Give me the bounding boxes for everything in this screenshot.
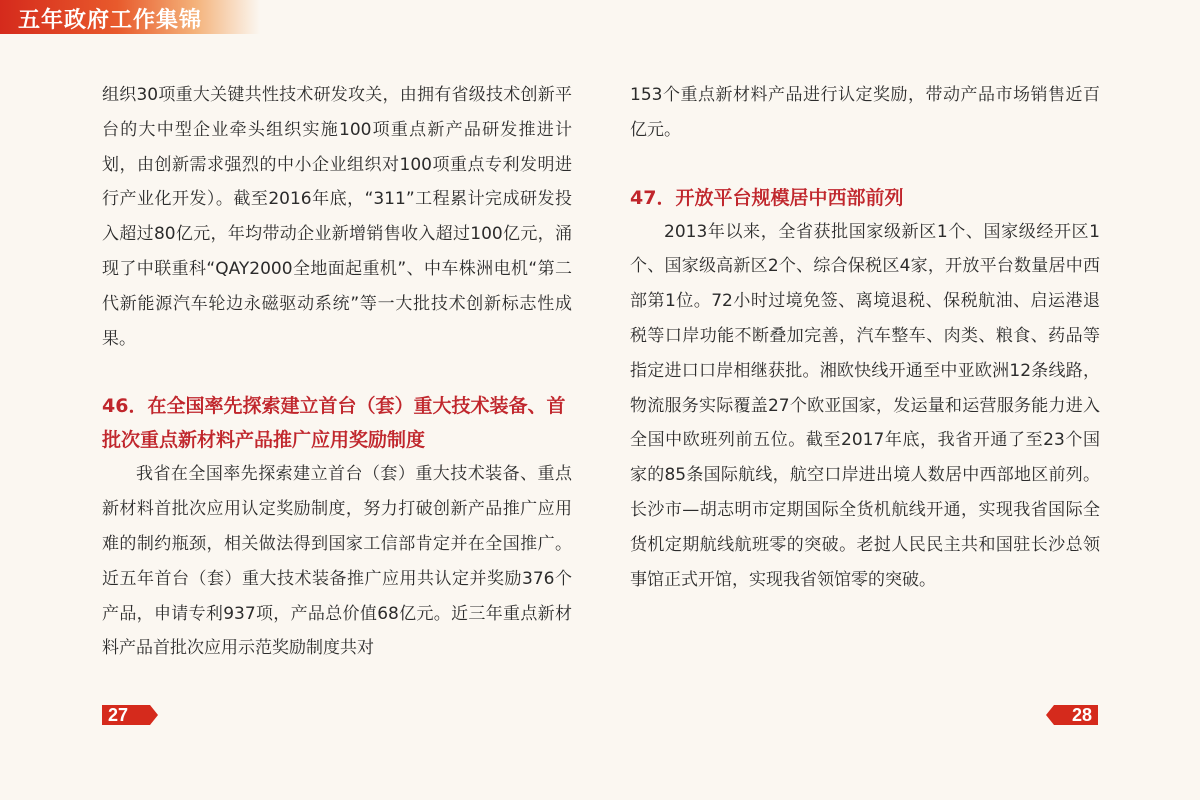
section-46-title: 46．在全国率先探索建立首台（套）重大技术装备、首批次重点新材料产品推广应用奖励制度: [102, 395, 566, 452]
book-title: 五年政府工作集锦: [18, 8, 203, 33]
page-number-left: 27: [102, 705, 150, 725]
page-number-right: 28: [1054, 705, 1098, 725]
intro-paragraph: 组织30项重大关键共性技术研发攻关，由拥有省级技术创新平台的大中型企业牵头组织实施100项重点新产品研发推进计划，由创新需求强烈的中小企业组织对100项重点专利发明进行产业化开发）。截至2016年底，“311”工程累计完成研发投入超过80亿元，年均带动企业新增销售收入超过100亿元，涌现了中联重科“QAY2000全地面起重机”、中车株洲电机“第二代新能源汽车轮边永磁驱动系统”等一大批技术创新标志性成果。: [102, 85, 572, 349]
section-46-body: 我省在全国率先探索建立首台（套）重大技术装备、重点新材料首批次应用认定奖励制度，努力打破创新产品推广应用难的制约瓶颈，相关做法得到国家工信部肯定并在全国推广。近五年首台（套）重大技术装备推广应用共认定并奖励376个产品，申请专利937项，产品总价值68亿元。近三年重点新材料产品首批次应用示范奖励制度共对: [102, 464, 572, 659]
right-page-column: [630, 78, 1100, 597]
header-band: [0, 0, 260, 34]
section-47-body: 2013年以来，全省获批国家级新区1个、国家级经开区1个、国家级高新区2个、综合保税区4家，开放平台数量居中西部第1位。72小时过境免签、离境退税、保税航油、启运港退税等口岸功能不断叠加完善，汽车整车、肉类、粮食、药品等指定进口口岸相继获批。湘欧快线开通至中亚欧洲12条线路，物流服务实际覆盖27个欧亚国家，发运量和运营服务能力进入全国中欧班列前五位。截至2017年底，我省开通了至23个国家的85条国际航线，航空口岸进出境人数居中西部地区前列。长沙市—胡志明市定期国际全货机航线开通，实现我省国际全货机定期航线航班零的突破。老挝人民民主共和国驻长沙总领事馆正式开馆，实现我省领馆零的突破。: [630, 221, 1100, 590]
left-page-column: [102, 78, 572, 666]
continued-paragraph: 153个重点新材料产品进行认定奖励，带动产品市场销售近百亿元。: [630, 85, 1100, 140]
section-47-title: 47．开放平台规模居中西部前列: [630, 186, 904, 209]
